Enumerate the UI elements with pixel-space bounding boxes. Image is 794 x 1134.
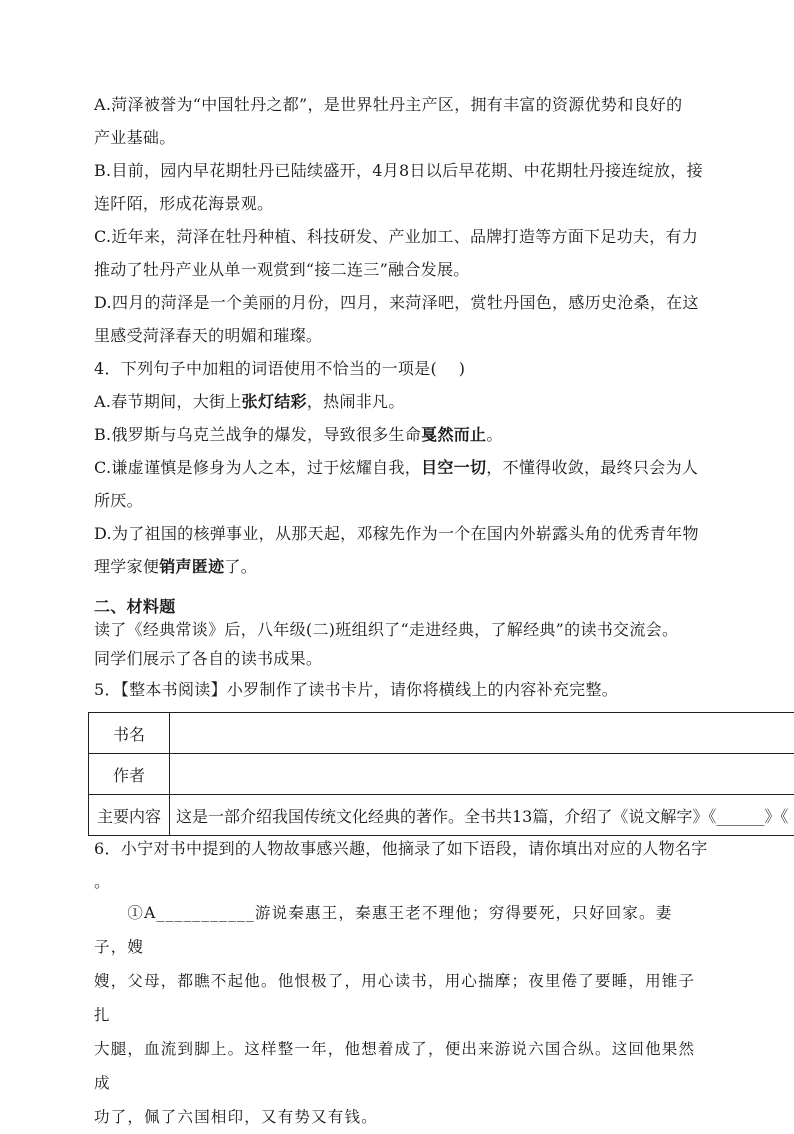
- q6-passage: [94, 896, 704, 1134]
- table-row: [89, 754, 794, 795]
- q3-option-c-line2: 推动了牡丹产业从单一观赏到“接二连三”融合发展。: [94, 259, 470, 281]
- q5-stem: 5．【整本书阅读】小罗制作了读书卡片，请你将横线上的内容补充完整。: [94, 679, 618, 701]
- q4-option-a: [94, 391, 405, 413]
- q4-option-b: [94, 424, 503, 446]
- q3-option-b-line2: 连阡陌，形成花海景观。: [94, 193, 273, 215]
- q4-option-c-pre: C.谦虚谨慎是修身为人之本，过于炫耀自我，: [94, 458, 421, 477]
- q4-option-c-line2: 所厌。: [94, 490, 143, 512]
- card-label-title: 书名: [89, 713, 170, 754]
- section-intro-line1: 读了《经典常谈》后，八年级(二)班组织了“走进经典，了解经典”的读书交流会。: [94, 619, 678, 641]
- q4-option-a-post: ，热闹非凡。: [307, 392, 405, 411]
- q3-option-d-line2: 里感受菏泽春天的明媚和璀璨。: [94, 325, 322, 347]
- q4-option-d-post: 了。: [224, 557, 257, 576]
- card-label-author: 作者: [89, 754, 170, 795]
- q4-option-a-pre: A.春节期间，大街上: [94, 392, 242, 411]
- q6-passage-line3: 大腿，血流到脚上。这样整一年，他想着成了，便出来游说六国合纵。这回他果然成: [94, 1032, 704, 1100]
- q3-option-c-line1: C.近年来，菏泽在牡丹种植、科技研发、产业加工、品牌打造等方面下足功夫，有力: [94, 226, 698, 248]
- q4-option-c-post: ，不懂得收敛，最终只会为人: [486, 458, 698, 477]
- q6-passage-line4: 功了，佩了六国相印，又有势又有钱。: [94, 1100, 704, 1134]
- q4-option-c-bold-term: 目空一切: [421, 458, 486, 477]
- table-row: [89, 795, 794, 836]
- q4-option-d-bold-term: 销声匿迹: [159, 557, 224, 576]
- q3-option-b-line1: B.目前，园内早花期牡丹已陆续盛开，4月8日以后早花期、中花期牡丹接连绽放，接: [94, 160, 703, 182]
- q4-option-d-line1: D.为了祖国的核弹事业，从那天起，邓稼先作为一个在国内外崭露头角的优秀青年物: [94, 523, 699, 545]
- q6-passage-line2: 嫂，父母，都瞧不起他。他恨极了，用心读书，用心揣摩；夜里倦了要睡，用锥子扎: [94, 964, 704, 1032]
- q4-option-c-line1: [94, 457, 698, 479]
- q3-option-d-line1: D.四月的菏泽是一个美丽的月份，四月，来菏泽吧，赏牡丹国色，感历史沧桑，在这: [94, 292, 699, 314]
- section-title: 二、材料题: [94, 596, 176, 618]
- section-intro-line2: 同学们展示了各自的读书成果。: [94, 648, 322, 670]
- q4-option-d-pre: 理学家便: [94, 557, 159, 576]
- q6-stem-line1: 6．小宁对书中提到的人物故事感兴趣，他摘录了如下语段，请你填出对应的人物名字: [94, 838, 708, 860]
- q4-option-b-post: 。: [486, 425, 502, 444]
- card-value-author[interactable]: [170, 754, 794, 795]
- q4-option-b-bold-term: 戛然而止: [421, 425, 486, 444]
- q4-stem: 4．下列句子中加粗的词语使用不恰当的一项是( ): [94, 358, 465, 380]
- q3-option-a-line2: 产业基础。: [94, 127, 176, 149]
- card-value-title[interactable]: [170, 713, 794, 754]
- table-row: [89, 713, 794, 754]
- q3-option-a-line1: A.菏泽被誉为“中国牡丹之都”，是世界牡丹主产区，拥有丰富的资源优势和良好的: [94, 94, 682, 116]
- card-value-content[interactable]: 这是一部介绍我国传统文化经典的著作。全书共13篇，介绍了《说文解字》《______》《: [170, 795, 794, 836]
- reading-card-table: [88, 712, 794, 836]
- q4-option-d-line2: [94, 556, 257, 578]
- q6-passage-line1: ①A___________游说秦惠王，秦惠王老不理他；穷得要死，只好回家。妻子，嫂: [94, 896, 704, 964]
- q4-option-b-pre: B.俄罗斯与乌克兰战争的爆发，导致很多生命: [94, 425, 421, 444]
- q6-stem-line2: 。: [94, 871, 110, 893]
- card-label-content: 主要内容: [89, 795, 170, 836]
- q4-option-a-bold-term: 张灯结彩: [242, 392, 307, 411]
